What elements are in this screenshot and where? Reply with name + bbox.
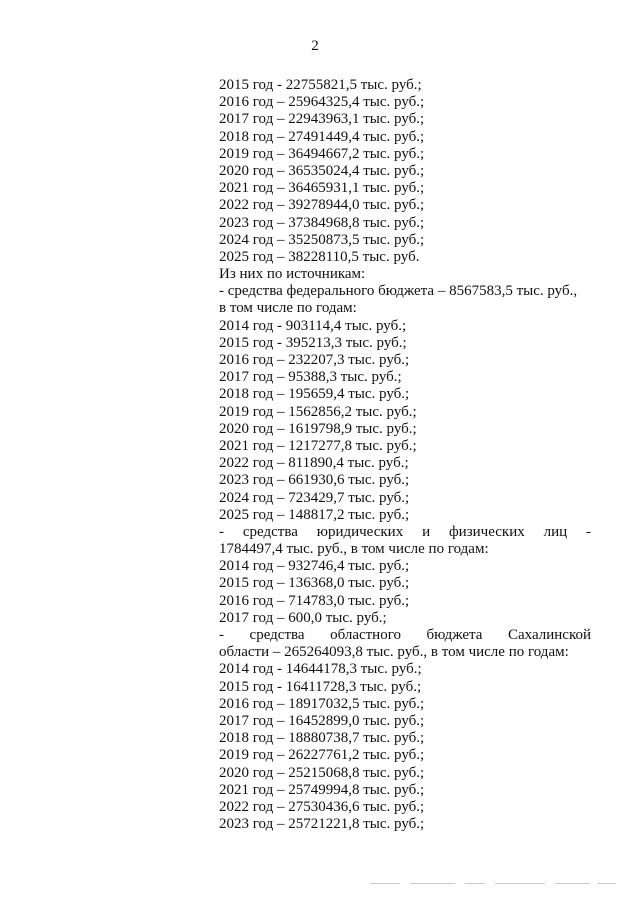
- year-line: 2015 год - 22755821,5 тыс. руб.;: [219, 77, 422, 93]
- regional-year-line: 2017 год – 16452899,0 тыс. руб.;: [219, 712, 425, 729]
- sources-heading: Из них по источникам:: [219, 266, 366, 283]
- regional-year-line: 2021 год – 25749994,8 тыс. руб.;: [219, 781, 425, 798]
- federal-budget-line: - средства федерального бюджета – 8567583,5 тыс. руб.,: [219, 283, 578, 300]
- scan-artifact: [370, 883, 620, 889]
- federal-year-line: 2015 год - 395213,3 тыс. руб.;: [219, 334, 407, 351]
- regional-year-line: 2016 год – 18917032,5 тыс. руб.;: [219, 695, 425, 712]
- federal-year-line: 2024 год – 723429,7 тыс. руб.;: [219, 489, 410, 506]
- regional-budget-line: - средства областного бюджета Сахалинской: [219, 627, 591, 643]
- federal-year-line: 2021 год – 1217277,8 тыс. руб.;: [219, 437, 417, 454]
- legal-entities-line: 1784497,4 тыс. руб., в том числе по годам:: [219, 541, 489, 558]
- year-line: 2020 год – 36535024,4 тыс. руб.;: [219, 162, 425, 179]
- federal-year-line: 2018 год – 195659,4 тыс. руб.;: [219, 386, 410, 403]
- year-line: 2018 год – 27491449,4 тыс. руб.;: [219, 128, 425, 145]
- legal-year-line: 2016 год – 714783,0 тыс. руб.;: [219, 592, 410, 609]
- document-body: [219, 77, 591, 833]
- legal-entities-line: - средства юридических и физических лиц -: [219, 523, 591, 540]
- federal-budget-line: в том числе по годам:: [219, 300, 357, 317]
- federal-year-line: 2022 год – 811890,4 тыс. руб.;: [219, 455, 409, 472]
- regional-year-line: 2020 год – 25215068,8 тыс. руб.;: [219, 764, 425, 781]
- regional-budget-line: области – 265264093,8 тыс. руб., в том числе по годам:: [219, 644, 569, 661]
- year-line: 2021 год – 36465931,1 тыс. руб.;: [219, 180, 425, 197]
- regional-year-line: 2023 год – 25721221,8 тыс. руб.;: [219, 816, 425, 833]
- federal-year-line: 2025 год – 148817,2 тыс. руб.;: [219, 506, 410, 523]
- federal-year-line: 2023 год – 661930,6 тыс. руб.;: [219, 472, 410, 489]
- year-line: 2025 год – 38228110,5 тыс. руб.: [219, 248, 420, 265]
- federal-year-line: 2017 год – 95388,3 тыс. руб.;: [219, 369, 402, 386]
- year-line: 2023 год – 37384968,8 тыс. руб.;: [219, 214, 425, 231]
- legal-year-line: 2015 год – 136368,0 тыс. руб.;: [219, 575, 410, 592]
- year-line: 2024 год – 35250873,5 тыс. руб.;: [219, 231, 425, 248]
- legal-year-line: 2014 год – 932746,4 тыс. руб.;: [219, 558, 410, 575]
- page-number: 2: [311, 38, 319, 54]
- regional-year-line: 2015 год - 16411728,3 тыс. руб.;: [219, 678, 422, 695]
- federal-year-line: 2020 год – 1619798,9 тыс. руб.;: [219, 420, 417, 437]
- federal-year-line: 2014 год - 903114,4 тыс. руб.;: [219, 317, 407, 334]
- legal-year-line: 2017 год – 600,0 тыс. руб.;: [219, 609, 387, 626]
- regional-year-line: 2019 год – 26227761,2 тыс. руб.;: [219, 747, 425, 764]
- regional-year-line: 2014 год - 14644178,3 тыс. руб.;: [219, 661, 422, 678]
- regional-year-line: 2022 год – 27530436,6 тыс. руб.;: [219, 798, 425, 815]
- year-line: 2016 год – 25964325,4 тыс. руб.;: [219, 94, 425, 111]
- federal-year-line: 2016 год – 232207,3 тыс. руб.;: [219, 352, 410, 368]
- year-line: 2017 год – 22943963,1 тыс. руб.;: [219, 111, 425, 128]
- year-line: 2022 год – 39278944,0 тыс. руб.;: [219, 197, 425, 214]
- regional-year-line: 2018 год – 18880738,7 тыс. руб.;: [219, 730, 425, 747]
- federal-year-line: 2019 год – 1562856,2 тыс. руб.;: [219, 403, 417, 420]
- year-line: 2019 год – 36494667,2 тыс. руб.;: [219, 145, 425, 162]
